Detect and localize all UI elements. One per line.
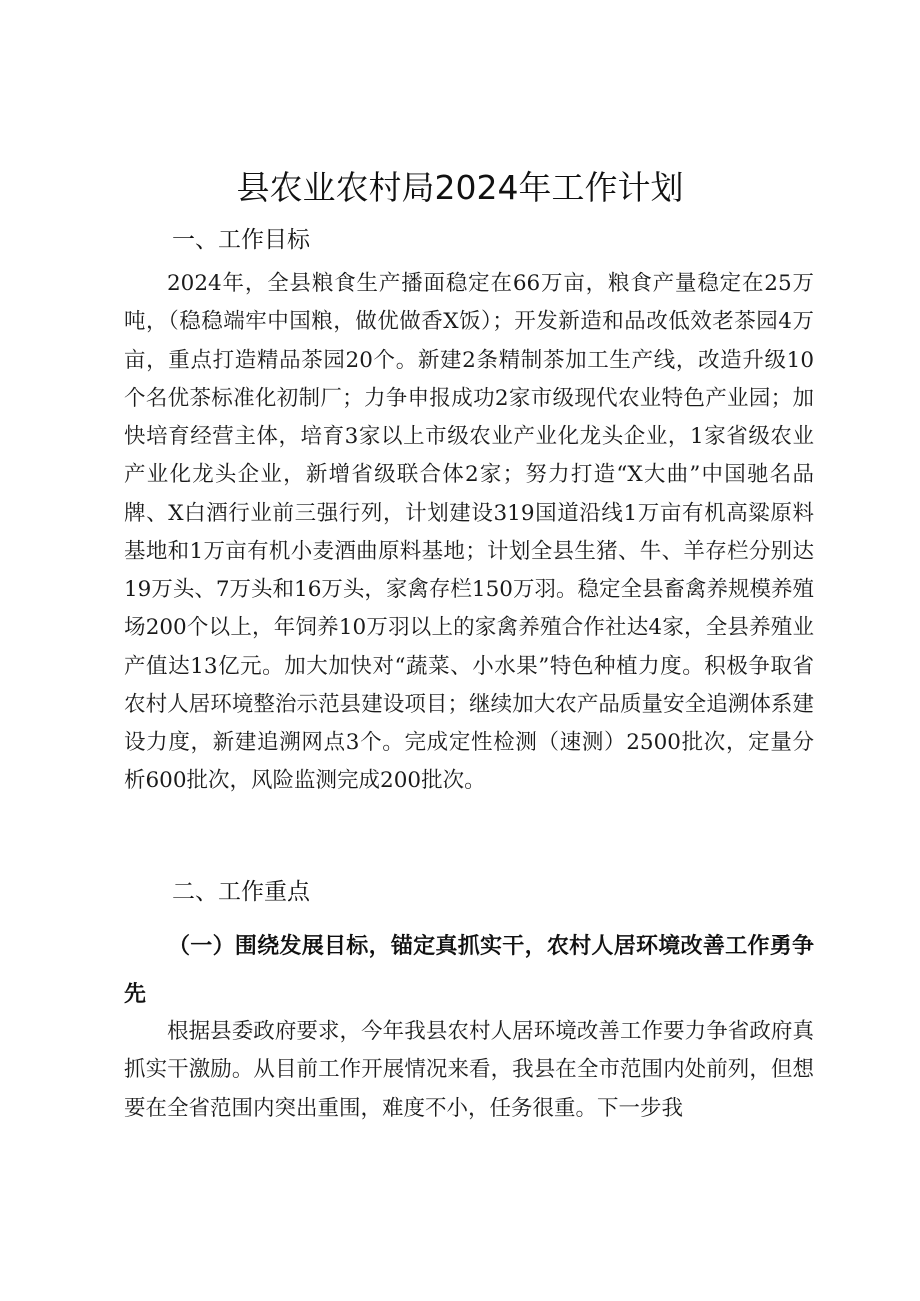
document-title: 县农业农村局2024年工作计划: [236, 168, 684, 207]
goals-paragraph: 2024年，全县粮食生产播面稳定在66万亩，粮食产量稳定在25万吨，（稳稳端牢中国粮，做优做香X饭）；开发新造和品改低效老茶园4万亩，重点打造精品茶园20个。新建2条精制茶加工生产线，改造升级10个名优茶标准化初制厂；力争申报成功2家市级现代农业特色产业园；加快培育经营主体，培育3家以上市级农业产业化龙头企业，1家省级农业产业化龙头企业，新增省级联合体2家；努力打造“X大曲”中国驰名品牌、X白酒行业前三强行列，计划建设319国道沿线1万亩有机高粱原料基地和1万亩有机小麦酒曲原料基地；计划全县生猪、牛、羊存栏分别达19万头、7万头和16万头，家禽存栏150万羽。稳定全县畜禽养规模养殖场200个以上，年饲养10万羽以上的家禽养殖合作社达4家，全县养殖业产值达13亿元。加大加快对“蔬菜、小水果”特色种植力度。积极争取省农村人居环境整治示范县建设项目；继续加大农产品质量安全追溯体系建设力度，新建追溯网点3个。完成定性检测（速测）2500批次，定量分析600批次，风险监测完成200批次。: [124, 271, 814, 794]
section-heading-priorities: 二、工作重点: [172, 879, 310, 905]
priority-subheading-1: （一）围绕发展目标，锚定真抓实干，农村人居环境改善工作勇争先: [124, 933, 814, 1007]
section-heading-goals: 一、工作目标: [172, 227, 310, 253]
priority-paragraph-1: 根据县委政府要求，今年我县农村人居环境改善工作要力争省政府真抓实干激励。从目前工作开展情况来看，我县在全市范围内处前列，但想要在全省范围内突出重围，难度不小，任务很重。下一步我: [124, 1019, 814, 1121]
